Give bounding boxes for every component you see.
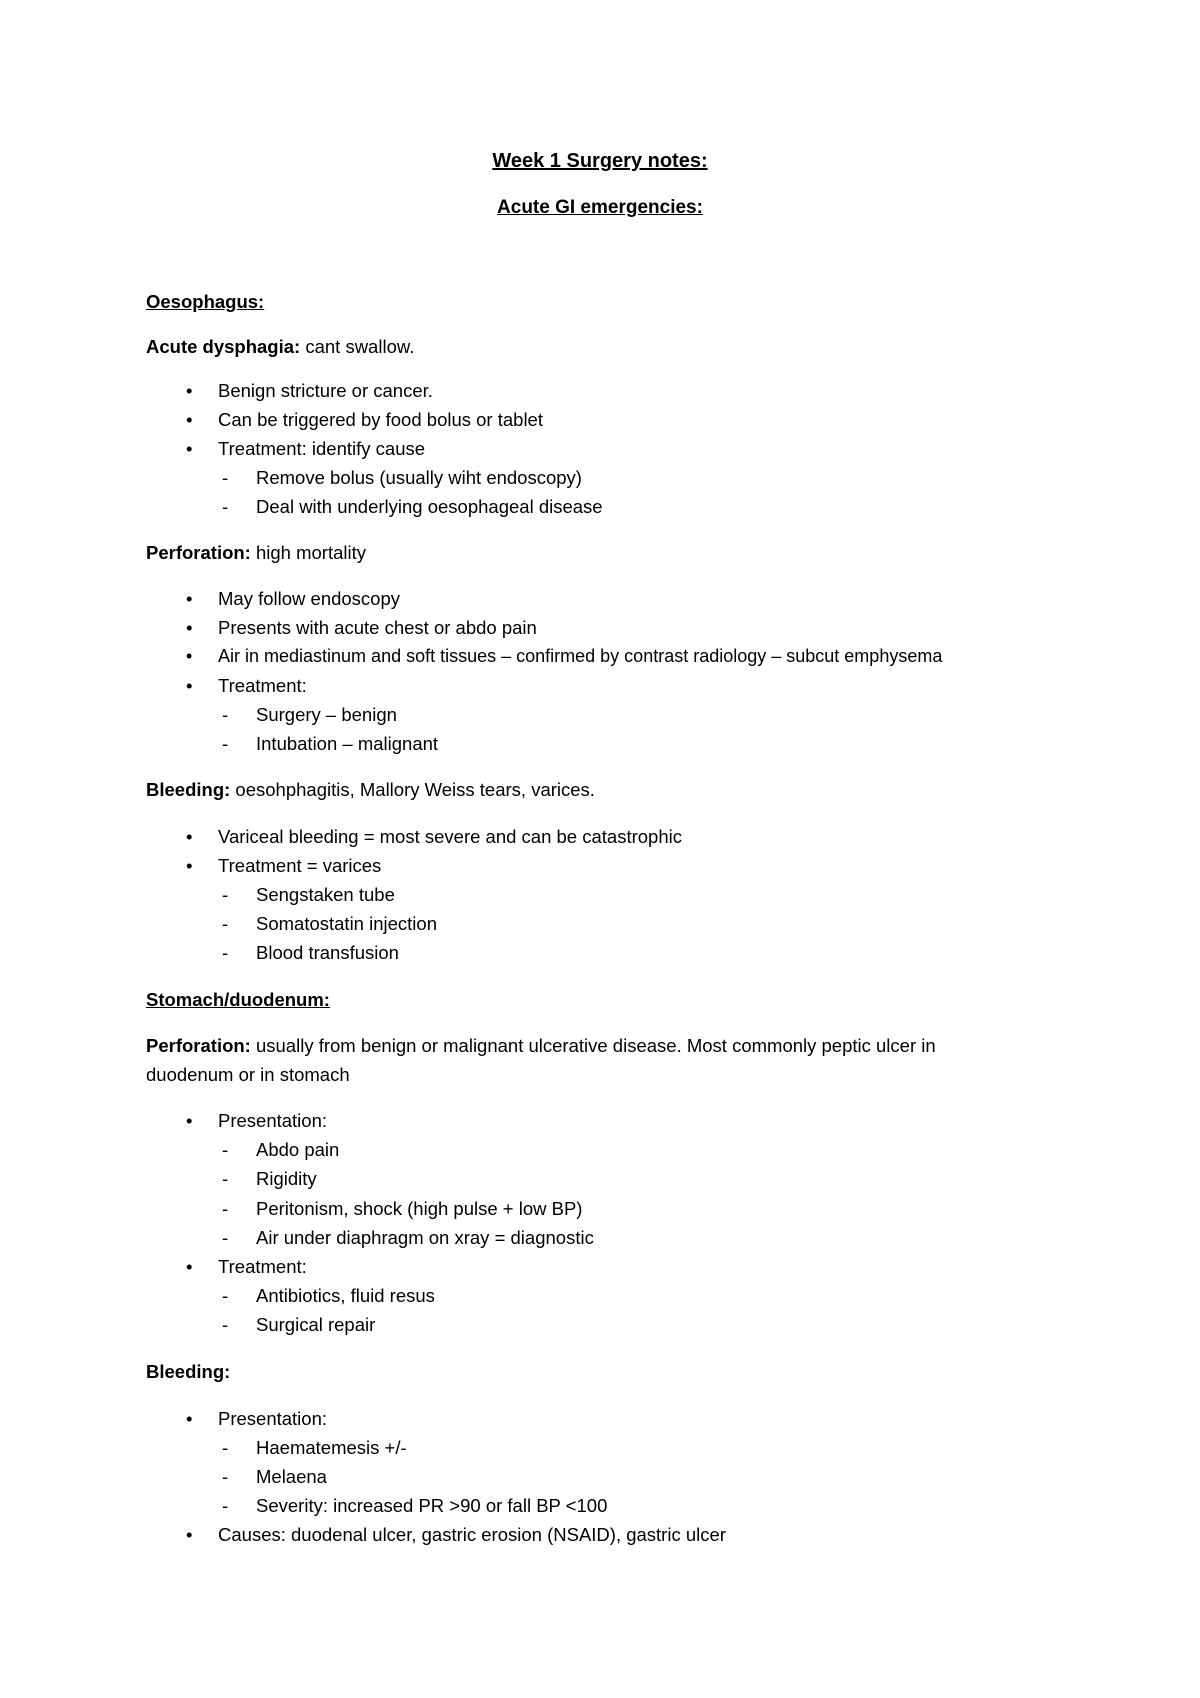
bullet-icon: • bbox=[186, 1524, 193, 1545]
dash-icon: - bbox=[222, 1495, 229, 1516]
list-item-text: Presents with acute chest or abdo pain bbox=[218, 617, 537, 638]
list-item-text: Variceal bleeding = most severe and can be catastrophic bbox=[218, 826, 682, 847]
dash-icon: - bbox=[222, 1466, 229, 1487]
sub-list-item-text: Air under diaphragm on xray = diagnostic bbox=[256, 1227, 594, 1248]
dash-icon: - bbox=[222, 704, 229, 725]
list-item-text: Causes: duodenal ulcer, gastric erosion (NSAID), gastric ulcer bbox=[218, 1524, 726, 1545]
bullet-icon: • bbox=[186, 646, 193, 666]
term-label: Perforation: bbox=[146, 542, 251, 563]
paragraph-perforation-stomach bbox=[146, 1035, 936, 1057]
sub-list-item-text: Haematemesis +/- bbox=[256, 1437, 407, 1458]
list-item-text: Can be triggered by food bolus or tablet bbox=[218, 409, 543, 430]
dash-icon: - bbox=[222, 733, 229, 754]
bullet-icon: • bbox=[186, 1408, 193, 1429]
list-item-text: Benign stricture or cancer. bbox=[218, 380, 433, 401]
sub-list-item-text: Intubation – malignant bbox=[256, 733, 439, 754]
bullet-icon: • bbox=[186, 588, 193, 609]
sub-list-item-text: Melaena bbox=[256, 1466, 327, 1487]
section-heading-stomach-duodenum: Stomach/duodenum: bbox=[146, 989, 330, 1010]
bullet-icon: • bbox=[186, 409, 193, 430]
bullet-icon: • bbox=[186, 617, 193, 638]
sub-list-item-text: Somatostatin injection bbox=[256, 913, 437, 934]
sub-list-item-text: Severity: increased PR >90 or fall BP <100 bbox=[256, 1495, 608, 1516]
dash-icon: - bbox=[222, 1227, 229, 1248]
bullet-icon: • bbox=[186, 380, 193, 401]
bullet-icon: • bbox=[186, 855, 193, 876]
sub-list-item-text: Rigidity bbox=[256, 1168, 317, 1189]
dash-icon: - bbox=[222, 1285, 229, 1306]
dash-icon: - bbox=[222, 467, 229, 488]
bullet-icon: • bbox=[186, 1110, 193, 1131]
bullet-icon: • bbox=[186, 826, 193, 847]
section-heading-oesophagus: Oesophagus: bbox=[146, 291, 265, 312]
list-item-text: Treatment: identify cause bbox=[218, 438, 426, 459]
document-title: Week 1 Surgery notes: bbox=[492, 150, 708, 172]
bullet-icon: • bbox=[186, 675, 193, 696]
list-item-text: Presentation: bbox=[218, 1110, 328, 1131]
document-subtitle: Acute GI emergencies: bbox=[497, 197, 703, 218]
paragraph-continuation: duodenum or in stomach bbox=[146, 1064, 350, 1085]
sub-list-item-text: Remove bolus (usually wiht endoscopy) bbox=[256, 467, 582, 488]
dash-icon: - bbox=[222, 1437, 229, 1458]
dash-icon: - bbox=[222, 884, 229, 905]
list-item-text: May follow endoscopy bbox=[218, 588, 401, 609]
dash-icon: - bbox=[222, 496, 229, 517]
dash-icon: - bbox=[222, 1314, 229, 1335]
term-description: cant swallow. bbox=[300, 336, 415, 357]
list-item-text: Treatment: bbox=[218, 675, 307, 696]
paragraph-acute-dysphagia bbox=[146, 336, 414, 358]
term-description: usually from benign or malignant ulcerative disease. Most commonly peptic ulcer in bbox=[250, 1035, 936, 1056]
sub-list-item-text: Surgical repair bbox=[256, 1314, 376, 1335]
list-item-text: Air in mediastinum and soft tissues – confirmed by contrast radiology – subcut emphysema bbox=[218, 646, 943, 666]
sub-list-item-text: Abdo pain bbox=[256, 1139, 340, 1160]
sub-list-item-text: Surgery – benign bbox=[256, 704, 397, 725]
term-label: Perforation: bbox=[146, 1035, 251, 1056]
sub-list-item-text: Deal with underlying oesophageal disease bbox=[256, 496, 603, 517]
dash-icon: - bbox=[222, 913, 229, 934]
paragraph-perforation bbox=[146, 542, 366, 564]
bullet-icon: • bbox=[186, 438, 193, 459]
dash-icon: - bbox=[222, 1139, 229, 1160]
term-label: Bleeding: bbox=[146, 779, 231, 800]
dash-icon: - bbox=[222, 1198, 229, 1219]
paragraph-bleeding bbox=[146, 779, 595, 801]
sub-list-item-text: Sengstaken tube bbox=[256, 884, 395, 905]
paragraph-bleeding-stomach: Bleeding: bbox=[146, 1361, 231, 1382]
sub-list-item-text: Antibiotics, fluid resus bbox=[256, 1285, 435, 1306]
list-item-text: Treatment = varices bbox=[218, 855, 382, 876]
dash-icon: - bbox=[222, 1168, 229, 1189]
term-label: Acute dysphagia: bbox=[146, 336, 301, 357]
sub-list-item-text: Peritonism, shock (high pulse + low BP) bbox=[256, 1198, 583, 1219]
list-item-text: Presentation: bbox=[218, 1408, 328, 1429]
term-description: high mortality bbox=[250, 542, 366, 563]
bullet-icon: • bbox=[186, 1256, 193, 1277]
term-description: oesohphagitis, Mallory Weiss tears, varices. bbox=[230, 779, 595, 800]
sub-list-item-text: Blood transfusion bbox=[256, 942, 399, 963]
dash-icon: - bbox=[222, 942, 229, 963]
list-item-text: Treatment: bbox=[218, 1256, 307, 1277]
